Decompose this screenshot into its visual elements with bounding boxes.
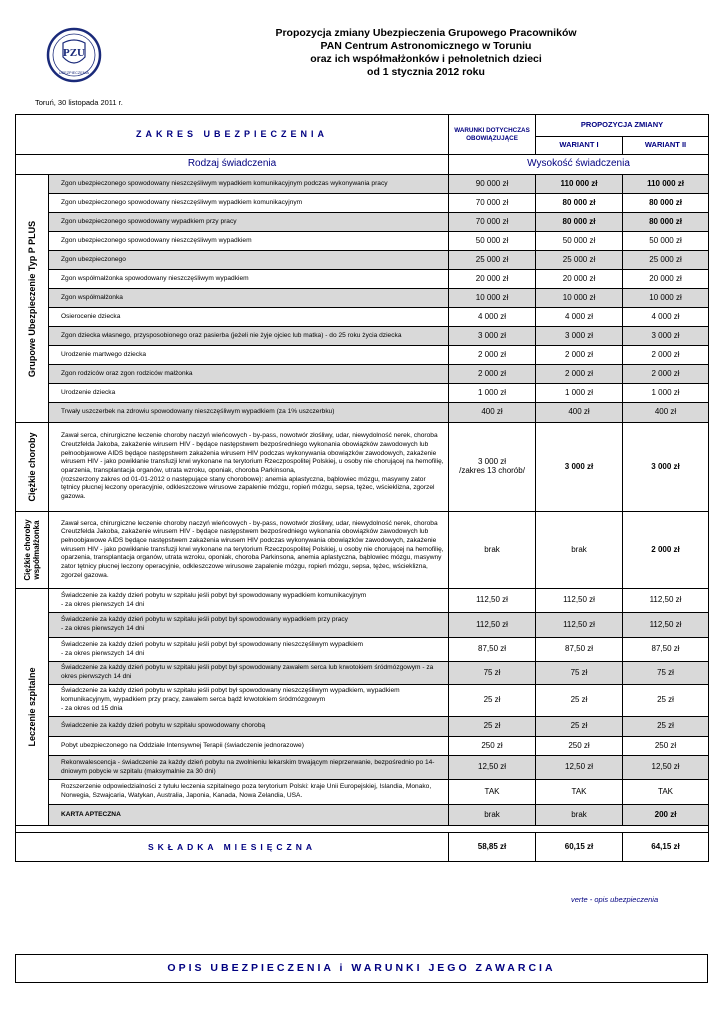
value-cell: 64,15 zł [623,833,709,862]
category-label [27,432,37,501]
category-label-line: Ciężkie choroby [23,519,32,581]
pzu-logo [46,27,102,83]
table-row [16,213,709,232]
value-cell: 2 000 zł [623,365,709,384]
value-cell: 4 000 zł [623,308,709,327]
page-title [236,27,616,79]
logo-text: PZU [63,47,85,59]
spacer-row [16,826,709,833]
value-line: /zakres 13 chorób/ [459,466,525,475]
title-line: oraz ich współmałżonków i pełnoletnich dzieci [310,53,542,65]
value-cell: 25 zł [449,717,536,737]
value-cell: 112,50 zł [536,613,623,638]
category-cell [16,589,49,826]
value-cell: brak [449,805,536,826]
value-cell [449,423,536,512]
value-cell: 3 000 zł [536,327,623,346]
table-row [16,589,709,613]
wariant2-header: WARIANT II [623,137,709,155]
value-cell: 400 zł [449,403,536,423]
value-cell: 2 000 zł [623,512,709,589]
table-row [16,232,709,251]
value-cell: 75 zł [536,662,623,685]
value-cell: 20 000 zł [623,270,709,289]
description-cell: Zawał serca, chirurgiczne leczenie choroby naczyń wieńcowych - by-pass, nowotwór złośliwy, udar, niewydolność nerek, choroba Creutzfelda Jakoba, zakażenie wirusem HIV - będące następstwem bezpośredniego wykonania obowiązków zawodowych lub pełnoobjawowe AIDS będące następstwem zakażenia wirusem HIV podczas wykonywania obowiązków zawodowych, zakażenie wirusem HIV - jako powikłanie transfuzji krwi wykonane na terytorium Rzeczpospolitej Polskiej, u osoby nie chorującej na hemofilię, oparzenia, transplantacja organów, utrata wzroku, oponiak, choroba Parkinsona, (rozszerzony zakres od 01-01-2012 o następujące stany chorobowe): anemia aplastyczna, bąblowiec mózgu, masywny zator tętnicy płucnej leczony operacyjnie, odkleszczowe wirusowe zapalenie mózgu, ropień mózgu, sepsa, tężec, wścieklizna, zgorzel gazowa. [49,423,449,512]
description-cell: Zgon ubezpieczonego [49,251,449,270]
value-cell: 25 zł [536,685,623,717]
description-cell: Zgon ubezpieczonego spowodowany nieszczęśliwym wypadkiem [49,232,449,251]
value-cell: 25 zł [623,717,709,737]
logo-subtext: UBEZPIECZENIA [58,71,90,75]
table-row [16,327,709,346]
value-cell: 75 zł [623,662,709,685]
rodzaj-header: Rodzaj świadczenia [16,155,449,175]
value-cell: 10 000 zł [623,289,709,308]
value-cell: 1 000 zł [536,384,623,403]
value-cell: 25 zł [623,685,709,717]
value-cell: 25 zł [449,685,536,717]
description-cell: Zgon współmałżonka [49,289,449,308]
value-cell: 4 000 zł [449,308,536,327]
table-row [16,346,709,365]
value-cell: 112,50 zł [623,589,709,613]
value-cell: 50 000 zł [449,232,536,251]
value-cell: 112,50 zł [536,589,623,613]
description-cell: Świadczenie za każdy dzień pobytu w szpitalu jeśli pobyt był spowodowany nieszczęśliwym wypadkiem, wypadkiem komunikacyjnym, wypadkiem przy pracy, zawałem serca bądź krwotokiem śródmózgowym - za okres od 15 dnia [49,685,449,717]
value-cell: 112,50 zł [449,613,536,638]
category-label-line: Grupowe Ubezpieczenie Typ P PLUS [27,220,37,377]
value-cell: 90 000 zł [449,175,536,194]
value-cell: 12,50 zł [536,756,623,780]
category-label [27,220,37,376]
value-cell: 80 000 zł [536,194,623,213]
table-row [16,175,709,194]
value-cell: 70 000 zł [449,194,536,213]
value-cell: 87,50 zł [536,638,623,662]
skladka-row [16,833,709,862]
value-cell: 60,15 zł [536,833,623,862]
spacer-cell [16,826,709,833]
value-cell: 2 000 zł [449,365,536,384]
value-cell: 400 zł [536,403,623,423]
value-line: 3 000 zł [478,457,507,467]
category-label-line: Ciężkie choroby [27,432,37,502]
insurance-table [15,114,709,862]
value-cell: 20 000 zł [536,270,623,289]
value-cell: 400 zł [623,403,709,423]
value-cell: 112,50 zł [449,589,536,613]
subheader-row [16,155,709,175]
value-cell: 70 000 zł [449,213,536,232]
value-cell: 2 000 zł [536,365,623,384]
description-cell: Zawał serca, chirurgiczne leczenie choroby naczyń wieńcowych - by-pass, nowotwór złośliwy, udar, niewydolność nerek, choroba Creutzfelda Jakoba, zakażenie wirusem HIV - będące następstwem bezpośredniego wykonania obowiązków zawodowych lub pełnoobjawowe AIDS będące następstwem zakażenia wirusem HIV podczas wykonywania obowiązków zawodowych, zakażenie wirusem HIV - jako powikłanie transfuzji krwi wykonane na terytorium Rzeczpospolitej Polskiej, u osoby nie chorującej na hemofilię, oparzenia, transplantacja organów, utrata wzroku, oponiak, choroba Parkinsona, anemia aplastyczna, bąblowiec mózgu, masywny zator tętnicy płucnej leczony operacyjnie, odkleszczowe wirusowe zapalenie mózgu, ropień mózgu, sepsa, tężec, wścieklizna, zgorzel gazowa. [49,512,449,589]
category-label [27,667,37,746]
table-row [16,512,709,589]
value-cell: 4 000 zł [536,308,623,327]
value-cell: 250 zł [536,737,623,756]
table-row [16,638,709,662]
value-cell: 3 000 zł [449,327,536,346]
propozycja-header: PROPOZYCJA ZMIANY [536,115,709,137]
category-label-line: współmałżonka [32,520,41,580]
header-row [16,115,709,137]
value-cell: 50 000 zł [536,232,623,251]
value-cell: 112,50 zł [623,613,709,638]
value-cell: TAK [536,780,623,805]
description-cell: Zgon ubezpieczonego spowodowany nieszczęśliwym wypadkiem komunikacyjnym podczas wykonywania pracy [49,175,449,194]
value-cell: 12,50 zł [623,756,709,780]
table-row [16,365,709,384]
value-cell: brak [449,512,536,589]
value-cell: 250 zł [623,737,709,756]
value-cell: 10 000 zł [536,289,623,308]
table-row [16,685,709,717]
value-cell: 75 zł [449,662,536,685]
value-cell: 25 zł [536,717,623,737]
value-cell: 110 000 zł [623,175,709,194]
table-row [16,251,709,270]
opis-heading: OPIS UBEZPIECZENIA i WARUNKI JEGO ZAWARCIA [15,954,708,983]
category-cell [16,175,49,423]
value-cell: TAK [449,780,536,805]
value-cell: 250 zł [449,737,536,756]
description-cell: Urodzenie dziecka [49,384,449,403]
table-row [16,423,709,512]
value-cell: brak [536,512,623,589]
title-line: od 1 stycznia 2012 roku [367,66,485,78]
description-cell: Zgon współmałżonka spowodowany nieszczęśliwym wypadkiem [49,270,449,289]
description-cell: Świadczenie za każdy dzień pobytu w szpitalu jeśli pobyt był spowodowany zawałem serca lub krwotokiem śródmózgowym - za okres pierwszych 14 dni [49,662,449,685]
value-cell: TAK [623,780,709,805]
value-cell: 2 000 zł [449,346,536,365]
category-label-line: Leczenie szpitalne [27,667,37,747]
value-cell: 3 000 zł [623,423,709,512]
description-cell: Zgon dziecka własnego, przysposobionego oraz pasierba (jeżeli nie żyje ojciec lub matka) - do 25 roku życia dziecka [49,327,449,346]
table-row [16,270,709,289]
table-row [16,737,709,756]
warunki-header: WARUNKI DOTYCHCZAS OBOWIĄZUJĄCE [449,115,536,155]
description-cell: Pobyt ubezpieczonego na Oddziale Intensywnej Terapii (świadczenie jednorazowe) [49,737,449,756]
description-cell: Świadczenie za każdy dzień pobytu w szpitalu jeśli pobyt był spowodowany wypadkiem komunikacyjnym - za okres pierwszych 14 dni [49,589,449,613]
value-cell: brak [536,805,623,826]
table-row [16,805,709,826]
description-cell: Trwały uszczerbek na zdrowiu spowodowany nieszczęśliwym wypadkiem (za 1% uszczerbku) [49,403,449,423]
table-row [16,662,709,685]
value-cell: 50 000 zł [623,232,709,251]
value-cell: 20 000 zł [449,270,536,289]
value-cell: 200 zł [623,805,709,826]
value-cell: 1 000 zł [449,384,536,403]
value-cell: 2 000 zł [623,346,709,365]
description-cell: Zgon ubezpieczonego spowodowany wypadkiem przy pracy [49,213,449,232]
wysokosc-header: Wysokość świadczenia [449,155,709,175]
description-cell: KARTA APTECZNA [49,805,449,826]
zakres-header: ZAKRES UBEZPIECZENIA [16,115,449,155]
table-row [16,403,709,423]
value-cell: 2 000 zł [536,346,623,365]
table-row [16,613,709,638]
value-cell: 3 000 zł [623,327,709,346]
verte-note: verte - opis ubezpieczenia [571,895,659,904]
value-cell: 1 000 zł [623,384,709,403]
description-cell: Zgon rodziców oraz zgon rodziców małżonka [49,365,449,384]
value-cell: 87,50 zł [449,638,536,662]
category-cell [16,512,49,589]
category-label [23,519,41,580]
description-cell: Świadczenie za każdy dzień pobytu w szpitalu jeśli pobyt był spowodowany nieszczęśliwym wypadkiem - za okres pierwszych 14 dni [49,638,449,662]
wariant1-header: WARIANT I [536,137,623,155]
value-cell: 80 000 zł [623,194,709,213]
skladka-label: SKŁADKA MIESIĘCZNA [16,833,449,862]
value-cell: 58,85 zł [449,833,536,862]
value-cell: 10 000 zł [449,289,536,308]
title-line: Propozycja zmiany Ubezpieczenia Grupowego Pracowników [275,27,577,39]
value-cell: 25 000 zł [623,251,709,270]
description-cell: Świadczenie za każdy dzień pobytu w szpitalu spowodowany chorobą [49,717,449,737]
description-cell: Urodzenie martwego dziecka [49,346,449,365]
value-cell: 25 000 zł [536,251,623,270]
value-cell: 25 000 zł [449,251,536,270]
table-row [16,756,709,780]
description-cell: Rozszerzenie odpowiedzialności z tytułu leczenia szpitalnego poza terytorium Polski: kraje Unii Europejskiej, Islandia, Monako, Norwegia, Szwajcaria, Watykan, Australia, Japonia, Kanada, Nowa Zelandia, USA. [49,780,449,805]
description-cell: Świadczenie za każdy dzień pobytu w szpitalu jeśli pobyt był spowodowany wypadkiem przy pracy - za okres pierwszych 14 dni [49,613,449,638]
value-cell: 3 000 zł [536,423,623,512]
table-row [16,308,709,327]
table-row [16,717,709,737]
description-cell: Zgon ubezpieczonego spowodowany nieszczęśliwym wypadkiem komunikacyjnym [49,194,449,213]
table-row [16,289,709,308]
table-row [16,780,709,805]
description-cell: Rekonwalescencja - świadczenie za każdy dzień pobytu na zwolnieniu lekarskim trwającym nieprzerwanie, bezpośrednio po 14- dniowym pobycie w szpitalu (maksymalnie za 30 dni) [49,756,449,780]
value-cell: 110 000 zł [536,175,623,194]
description-cell: Osierocenie dziecka [49,308,449,327]
table-row [16,384,709,403]
table-row [16,194,709,213]
document-date: Toruń, 30 listopada 2011 r. [35,98,123,107]
category-cell [16,423,49,512]
title-line: PAN Centrum Astronomicznego w Toruniu [320,40,532,52]
value-cell: 87,50 zł [623,638,709,662]
value-cell: 80 000 zł [623,213,709,232]
value-cell: 80 000 zł [536,213,623,232]
value-cell: 12,50 zł [449,756,536,780]
